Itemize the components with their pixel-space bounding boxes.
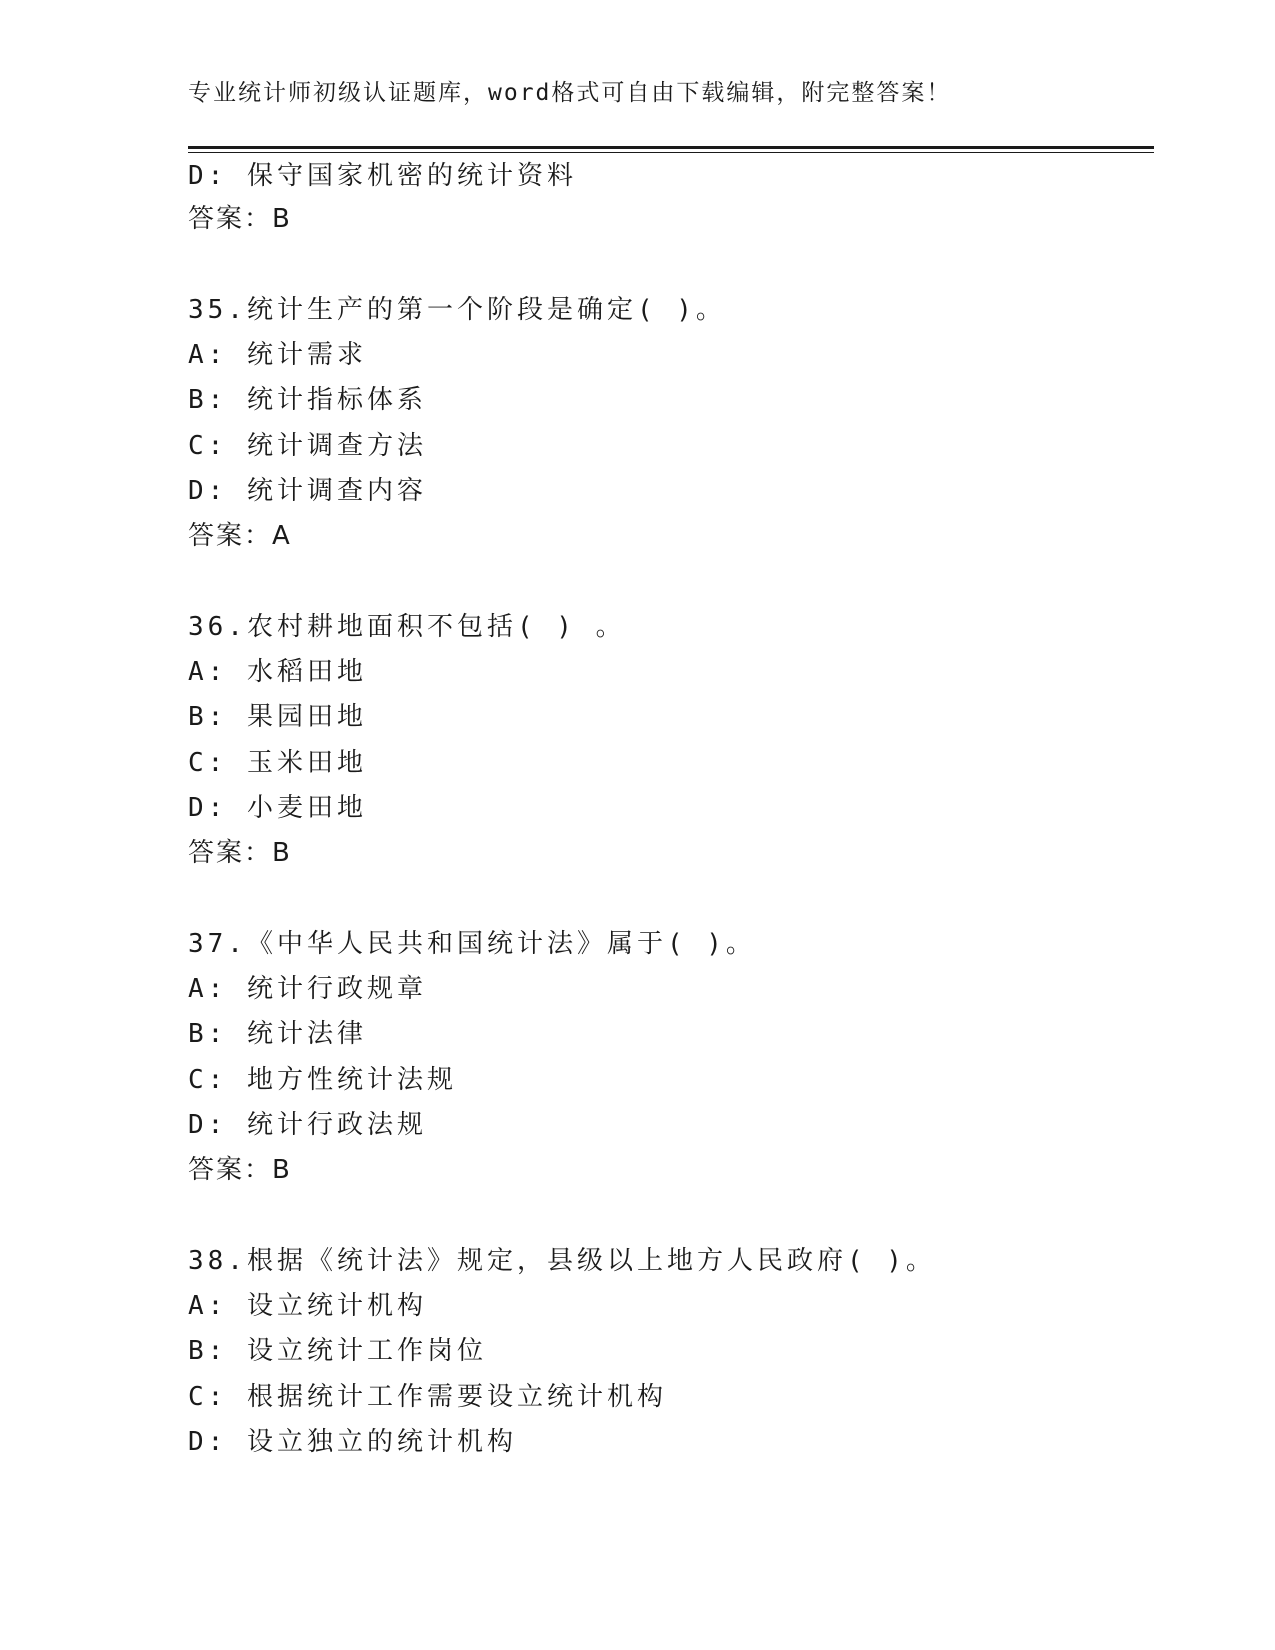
q37-option-b: B: 统计法律 (188, 1019, 367, 1049)
header-rule-thick (188, 146, 1154, 149)
q37-option-a: A: 统计行政规章 (188, 974, 427, 1004)
prev-option-d: D: 保守国家机密的统计资料 (188, 161, 577, 191)
q36-option-b: B: 果园田地 (188, 702, 367, 732)
q38-option-b: B: 设立统计工作岗位 (188, 1336, 487, 1366)
q36-option-d: D: 小麦田地 (188, 793, 367, 823)
q36-option-a: A: 水稻田地 (188, 657, 367, 687)
q37-answer: 答案：B (188, 1155, 292, 1185)
q36-stem: 36.农村耕地面积不包括( ) 。 (188, 612, 626, 642)
q36-option-c: C: 玉米田地 (188, 748, 367, 778)
q36-answer: 答案：B (188, 838, 292, 868)
q38-option-d: D: 设立独立的统计机构 (188, 1427, 517, 1457)
q35-option-b: B: 统计指标体系 (188, 385, 427, 415)
page-header: 专业统计师初级认证题库，word格式可自由下载编辑，附完整答案！ (188, 80, 952, 106)
q37-option-d: D: 统计行政法规 (188, 1110, 427, 1140)
q35-option-c: C: 统计调查方法 (188, 431, 427, 461)
q35-option-a: A: 统计需求 (188, 340, 367, 370)
prev-answer: 答案：B (188, 204, 292, 234)
q37-stem: 37.《中华人民共和国统计法》属于( )。 (188, 929, 756, 959)
q38-stem: 38.根据《统计法》规定，县级以上地方人民政府( )。 (188, 1246, 936, 1276)
header-rule-thin (188, 152, 1154, 153)
q35-option-d: D: 统计调查内容 (188, 476, 427, 506)
q35-answer: 答案：A (188, 521, 292, 551)
q37-option-c: C: 地方性统计法规 (188, 1065, 457, 1095)
q38-option-c: C: 根据统计工作需要设立统计机构 (188, 1382, 667, 1412)
q35-stem: 35.统计生产的第一个阶段是确定( )。 (188, 295, 726, 325)
q38-option-a: A: 设立统计机构 (188, 1291, 427, 1321)
